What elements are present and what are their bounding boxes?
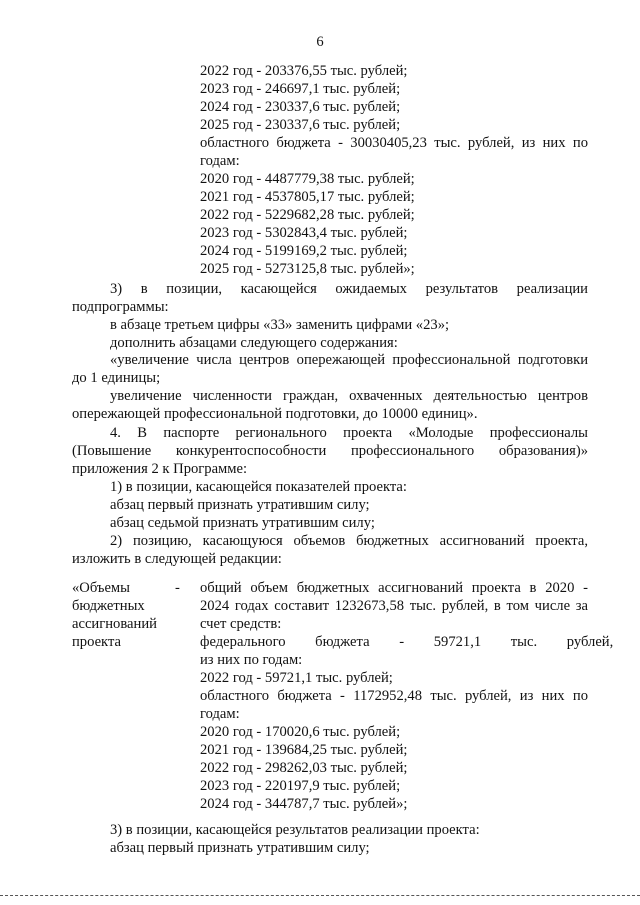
table-left-label: проекта: [72, 634, 121, 650]
table-right-line: федерального бюджета - 59721,1 тыс. рублей,: [200, 634, 614, 650]
budget-line: годам:: [200, 153, 240, 169]
budget-line: 2024 год - 230337,6 тыс. рублей;: [200, 99, 401, 115]
paragraph-sub-1: 1) в позиции, касающейся показателей проекта:: [110, 479, 407, 495]
budget-line: областного бюджета - 30030405,23 тыс. рублей, из них по: [200, 135, 588, 151]
paragraph-increase-1-cont: до 1 единицы;: [72, 370, 161, 386]
paragraph-item-3: 3) в позиции, касающейся ожидаемых результатов реализации: [110, 281, 588, 297]
budget-line: 2021 год - 4537805,17 тыс. рублей;: [200, 189, 415, 205]
page-number: 6: [316, 34, 324, 50]
table-right-line: из них по годам:: [200, 652, 303, 668]
table-right-line: 2024 годах составит 1232673,58 тыс. рублей, в том числе за: [200, 598, 588, 614]
budget-line: 2023 год - 5302843,4 тыс. рублей;: [200, 225, 408, 241]
budget-line: 2020 год - 4487779,38 тыс. рублей;: [200, 171, 415, 187]
table-right-line: 2023 год - 220197,9 тыс. рублей;: [200, 778, 401, 794]
budget-line: 2025 год - 230337,6 тыс. рублей;: [200, 117, 401, 133]
table-left-label: бюджетных: [72, 598, 145, 614]
budget-line: 2023 год - 246697,1 тыс. рублей;: [200, 81, 401, 97]
paragraph-sub-1-b: абзац седьмой признать утратившим силу;: [110, 515, 375, 531]
table-right-line: общий объем бюджетных ассигнований проекта в 2020 -: [200, 580, 588, 596]
table-left-label: ассигнований: [72, 616, 157, 632]
bottom-divider: [0, 895, 640, 896]
paragraph-sub-2: 2) позицию, касающуюся объемов бюджетных ассигнований проекта,: [110, 533, 588, 549]
table-right-line: 2022 год - 298262,03 тыс. рублей;: [200, 760, 408, 776]
table-right-line: областного бюджета - 1172952,48 тыс. рублей, из них по: [200, 688, 588, 704]
table-right-line: 2022 год - 59721,1 тыс. рублей;: [200, 670, 393, 686]
paragraph-item-4-cont: приложения 2 к Программе:: [72, 461, 248, 477]
table-right-line: 2024 год - 344787,7 тыс. рублей»;: [200, 796, 408, 812]
table-dash: -: [175, 580, 180, 596]
paragraph-sub-1-a: абзац первый признать утратившим силу;: [110, 497, 370, 513]
paragraph-dopolnit: дополнить абзацами следующего содержания:: [110, 335, 398, 351]
budget-line: 2024 год - 5199169,2 тыс. рублей;: [200, 243, 408, 259]
paragraph-increase-2-cont: опережающей профессиональной подготовки, до 10000 единиц».: [72, 406, 478, 422]
paragraph-abzac-third: в абзаце третьем цифры «33» заменить цифрами «23»;: [110, 317, 450, 333]
budget-line: 2025 год - 5273125,8 тыс. рублей»;: [200, 261, 415, 277]
paragraph-sub-3: 3) в позиции, касающейся результатов реализации проекта:: [110, 822, 480, 838]
paragraph-item-3-cont: подпрограммы:: [72, 299, 169, 315]
paragraph-sub-2-cont: изложить в следующей редакции:: [72, 551, 282, 567]
paragraph-increase-1: «увеличение числа центров опережающей профессиональной подготовки: [110, 352, 588, 368]
paragraph-item-4: 4. В паспорте регионального проекта «Молодые профессионалы: [110, 425, 588, 441]
table-left-label: «Объемы: [72, 580, 130, 596]
table-right-line: 2021 год - 139684,25 тыс. рублей;: [200, 742, 408, 758]
paragraph-sub-3-a: абзац первый признать утратившим силу;: [110, 840, 370, 856]
paragraph-item-4-cont: (Повышение конкурентоспособности профессионального образования)»: [72, 443, 588, 459]
paragraph-increase-2: увеличение численности граждан, охваченных деятельностью центров: [110, 388, 588, 404]
budget-line: 2022 год - 5229682,28 тыс. рублей;: [200, 207, 415, 223]
table-right-line: годам:: [200, 706, 240, 722]
table-right-line: 2020 год - 170020,6 тыс. рублей;: [200, 724, 401, 740]
budget-line: 2022 год - 203376,55 тыс. рублей;: [200, 63, 408, 79]
table-right-line: счет средств:: [200, 616, 282, 632]
